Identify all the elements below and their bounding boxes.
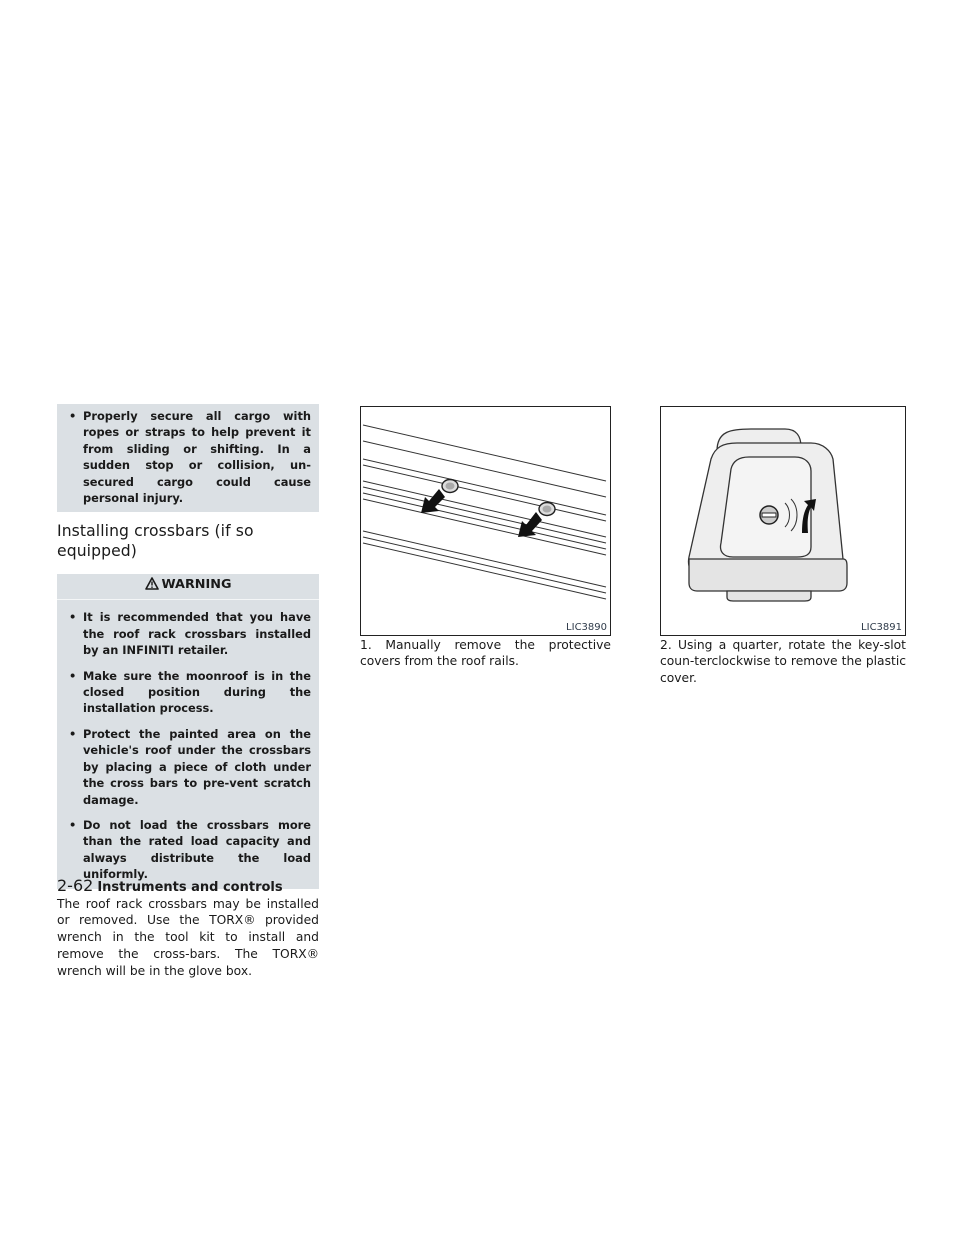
bullet: • [69, 409, 77, 423]
figure-code: LIC3891 [861, 622, 902, 633]
figure-caption: 1. Manually remove the protective covers from the roof rails. [360, 638, 611, 669]
warning-item [65, 408, 311, 506]
cargo-warning-box [57, 404, 319, 512]
figure-caption: 2. Using a quarter, rotate the key-slot coun-terclockwise to remove the plastic cover. [660, 638, 906, 685]
figure-code: LIC3890 [566, 622, 607, 633]
warning-item-text: Make sure the moonroof is in the closed position during the installation process. [83, 668, 311, 716]
figure-roof-rails [360, 406, 611, 636]
footer-section-title: Instruments and controls [97, 880, 283, 895]
page-footer [57, 876, 283, 895]
warning-item-text: Protect the painted area on the vehicle's roof under the crossbars by placing a piece of cloth under the cross bars to pre-vent scratch damage. [83, 726, 311, 807]
page-number: 2-62 [57, 876, 94, 895]
warning-item [65, 609, 311, 658]
warning-item [65, 668, 311, 717]
warning-item-text: Properly secure all cargo with ropes or straps to help prevent it from sliding or shifting. In a sudden stop or collision, un-secured cargo could cause personal injury. [83, 409, 311, 506]
warning-title-text: WARNING [161, 577, 232, 593]
bullet: • [69, 726, 77, 741]
bullet: • [69, 668, 77, 683]
warning-item-text: It is recommended that you have the roof rack crossbars installed by an INFINITI retailer. [83, 610, 311, 658]
warning-item [65, 726, 311, 808]
left-column [57, 404, 319, 992]
warning-title [57, 574, 319, 600]
body-paragraph: The roof rack crossbars may be installed or removed. Use the TORX® provided wrench in the tool kit to install and remove the cross-bars. The TORX® wrench will be in the glove box. [57, 896, 319, 978]
roof-rail-illustration [361, 407, 610, 635]
figure-key-slot-cover [660, 406, 906, 636]
warning-triangle-icon [145, 577, 159, 596]
bullet: • [69, 817, 77, 832]
key-slot-illustration [661, 407, 905, 635]
warning-item [65, 817, 311, 883]
crossbar-warning-box [57, 574, 319, 888]
bullet: • [69, 610, 77, 625]
warning-item-text: Do not load the crossbars more than the rated load capacity and always distribute the load uniformly. [83, 817, 311, 882]
section-heading: Installing crossbars (if so equipped) [57, 522, 254, 561]
